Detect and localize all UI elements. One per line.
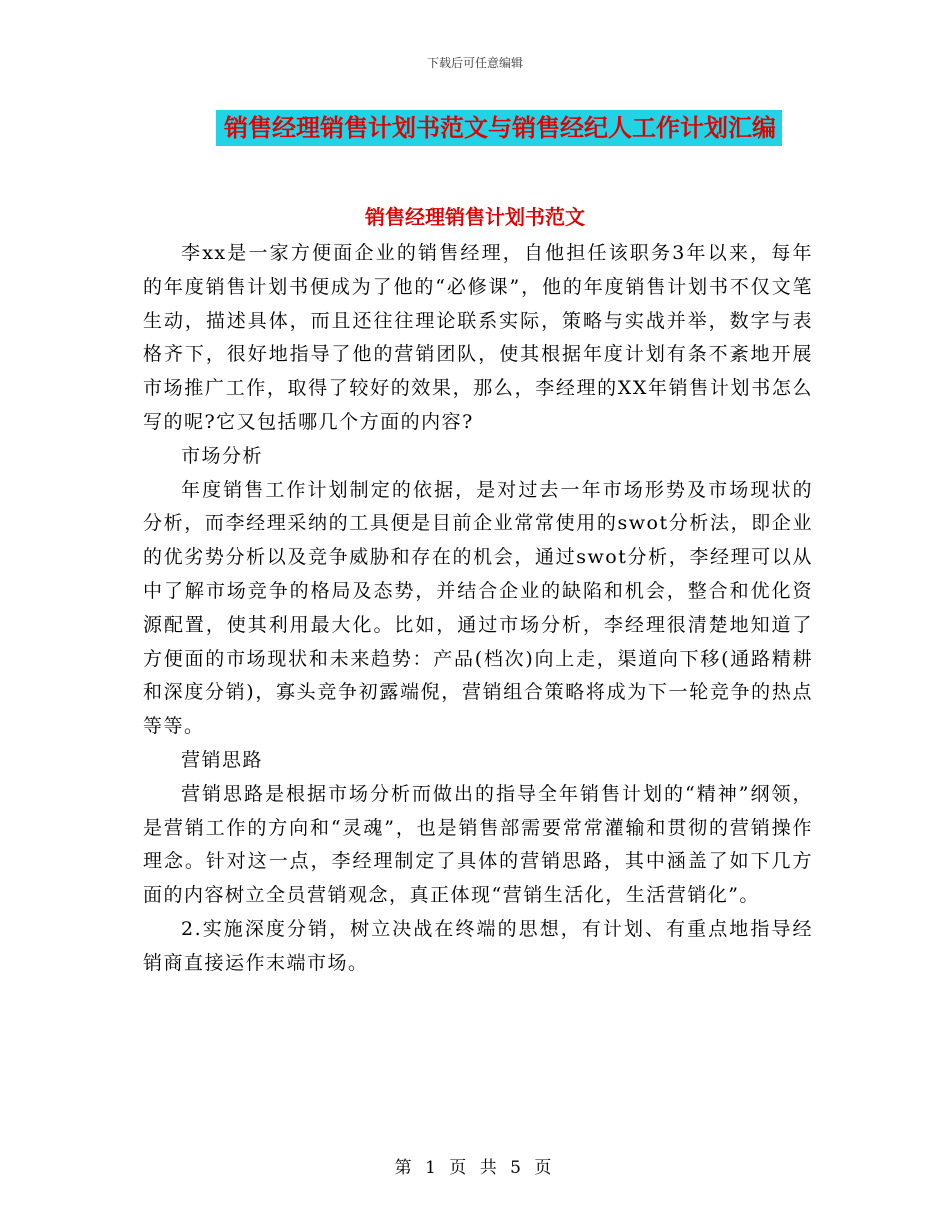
heading-market-analysis: 市场分析 (181, 444, 264, 467)
main-title-container (0, 110, 950, 146)
section-title: 销售经理销售计划书范文 (365, 205, 585, 229)
paragraph-market-analysis: 年度销售工作计划制定的依据，是对过去一年市场形势及市场现状的分析，而李经理采纳的工具便是目前企业常常使用的swot分析法，即企业的优劣势分析以及竞争威胁和存在的机会，通过swot分析，李经理可以从中了解市场竞争的格局及态势，并结合企业的缺陷和机会，整合和优化资源配置，使其利用最大化。比如，通过市场分析，李经理很清楚地知道了方便面的市场现状和未来趋势：产品(档次)向上走，渠道向下移(通路精耕和深度分销)，寡头竞争初露端倪，营销组合策略将成为下一轮竞争的热点等等。 (143, 478, 813, 738)
paragraph-marketing-ideas: 营销思路是根据市场分析而做出的指导全年销售计划的“精神”纲领，是营销工作的方向和“灵魂”，也是销售部需要常常灌输和贯彻的营销操作理念。针对这一点，李经理制定了具体的营销思路，其中涵盖了如下几方面的内容树立全员营销观念，真正体现“营销生活化，生活营销化”。 (143, 782, 813, 907)
main-title: 销售经理销售计划书范文与销售经纪人工作计划汇编 (216, 110, 782, 146)
paragraph-intro: 李xx是一家方便面企业的销售经理，自他担任该职务3年以来，每年的年度销售计划书便成为了他的“必修课”，他的年度销售计划书不仅文笔生动，描述具体，而且还往往理论联系实际，策略与实战并举，数字与表格齐下，很好地指导了他的营销团队，使其根据年度计划有条不紊地开展市场推广工作，取得了较好的效果，那么，李经理的XX年销售计划书怎么写的呢?它又包括哪几个方面的内容? (143, 242, 813, 433)
paragraph-deep-distribution: 2.实施深度分销，树立决战在终端的思想，有计划、有重点地指导经销商直接运作末端市场。 (143, 917, 813, 974)
heading-marketing-ideas: 营销思路 (181, 748, 264, 771)
page-number: 第 1 页 共 5 页 (394, 1158, 556, 1178)
header-note: 下载后可任意编辑 (426, 56, 523, 70)
document-body (143, 221, 813, 981)
